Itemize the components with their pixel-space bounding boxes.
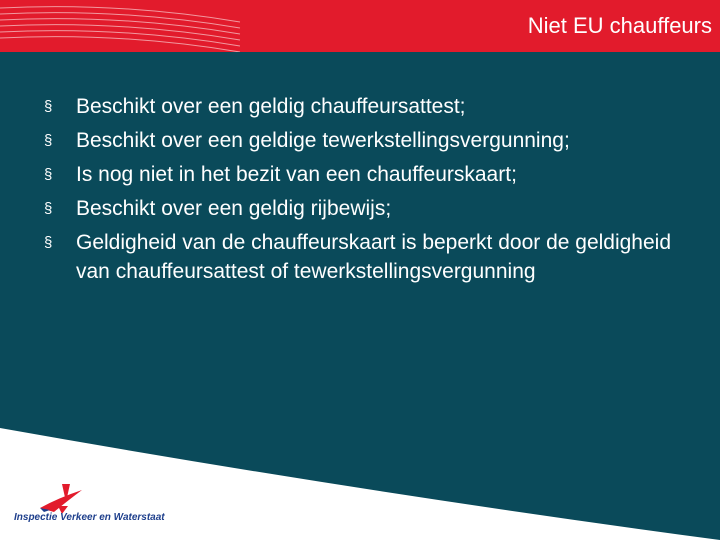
bullet-item: [44, 92, 674, 121]
bullet-text: Geldigheid van de chauffeurskaart is beperkt door de geldigheid van chauffeursattest of tewerkstellingsvergunning: [76, 231, 672, 283]
bullet-marker: §: [44, 200, 53, 217]
bullet-text: Beschikt over een geldig chauffeursattest;: [76, 95, 466, 118]
decorative-stripes: [0, 0, 260, 60]
bullet-item: [44, 160, 674, 189]
bullet-text: Beschikt over een geldige tewerkstellingsvergunning;: [76, 129, 570, 152]
logo-text: Inspectie Verkeer en Waterstaat: [14, 512, 165, 523]
bullet-marker: §: [44, 98, 53, 115]
bullet-marker: §: [44, 234, 53, 251]
slide-title: Niet EU chauffeurs: [527, 13, 712, 38]
bullet-item: [44, 194, 674, 223]
bullet-marker: §: [44, 166, 53, 183]
bullet-marker: §: [44, 132, 53, 149]
bullet-text: Beschikt over een geldig rijbewijs;: [76, 197, 392, 220]
bullet-item: [44, 228, 674, 286]
bullet-text: Is nog niet in het bezit van een chauffeurskaart;: [76, 163, 517, 186]
bullet-list: [44, 92, 674, 291]
bullet-item: [44, 126, 674, 155]
